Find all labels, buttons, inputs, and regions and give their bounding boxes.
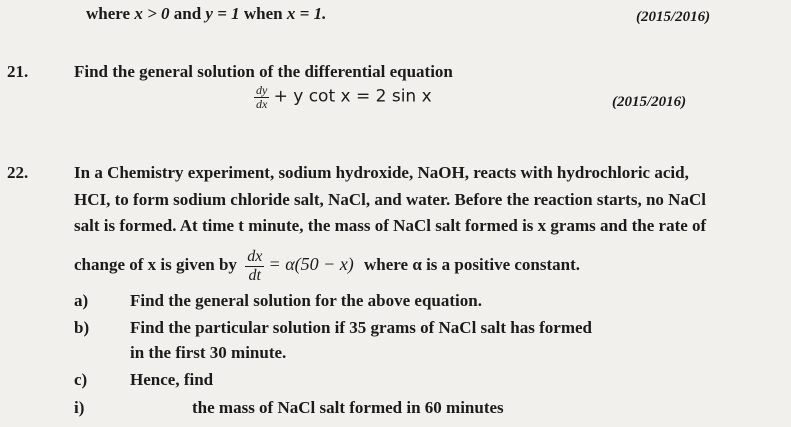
where-word: where [86, 4, 131, 23]
condition-y-equals-1: y = 1 [205, 4, 240, 23]
rate-numerator: dx [247, 248, 263, 265]
line-4-prefix: change of x is given by [74, 255, 237, 274]
part-b-label: b) [74, 318, 90, 337]
dy-dx-fraction [254, 84, 269, 111]
fraction-denominator: dx [256, 97, 268, 112]
part-c-i-text: the mass of NaCl salt formed in 60 minutes [192, 398, 504, 417]
rate-denominator: dt [248, 266, 261, 284]
dx-dt-fraction [245, 248, 264, 284]
question-22-line-2: HCI, to form sodium chloride salt, NaCl, and water. Before the reaction starts, no NaCl [74, 190, 706, 209]
previous-question-tail [86, 4, 326, 24]
question-21-equation [254, 84, 432, 111]
part-c-text: Hence, find [130, 370, 214, 389]
part-b-text-cont: in the first 30 minute. [130, 343, 287, 362]
question-21-number: 21. [7, 62, 29, 81]
line-4-suffix: where α is a positive constant. [364, 255, 581, 274]
year-tag-top: (2015/2016) [636, 9, 711, 25]
fraction-numerator: dy [256, 83, 268, 97]
condition-x-positive: x > 0 [134, 4, 170, 23]
part-b-text: Find the particular solution if 35 grams of NaCl salt has formed [130, 318, 592, 337]
question-21-text: Find the general solution of the differential equation [74, 62, 453, 81]
year-tag-q21: (2015/2016) [612, 94, 687, 110]
question-22-line-4 [74, 248, 580, 284]
equation-rhs: + y cot x = 2 sin x [273, 86, 432, 107]
question-22-number: 22. [7, 163, 29, 182]
part-a-text: Find the general solution for the above equation. [130, 291, 482, 310]
part-c-i-label: i) [74, 398, 85, 417]
part-c-label: c) [74, 370, 88, 389]
rate-rhs: = α(50 − x) [268, 254, 354, 274]
and-word: and [173, 4, 202, 23]
part-a-label: a) [74, 291, 89, 310]
when-word: when [243, 4, 283, 23]
question-22-line-1: In a Chemistry experiment, sodium hydroxide, NaOH, reacts with hydrochloric acid, [74, 163, 689, 182]
condition-x-equals-1: x = 1. [286, 4, 327, 23]
question-22-line-3: salt is formed. At time t minute, the mass of NaCl salt formed is x grams and the rate of [74, 216, 707, 235]
